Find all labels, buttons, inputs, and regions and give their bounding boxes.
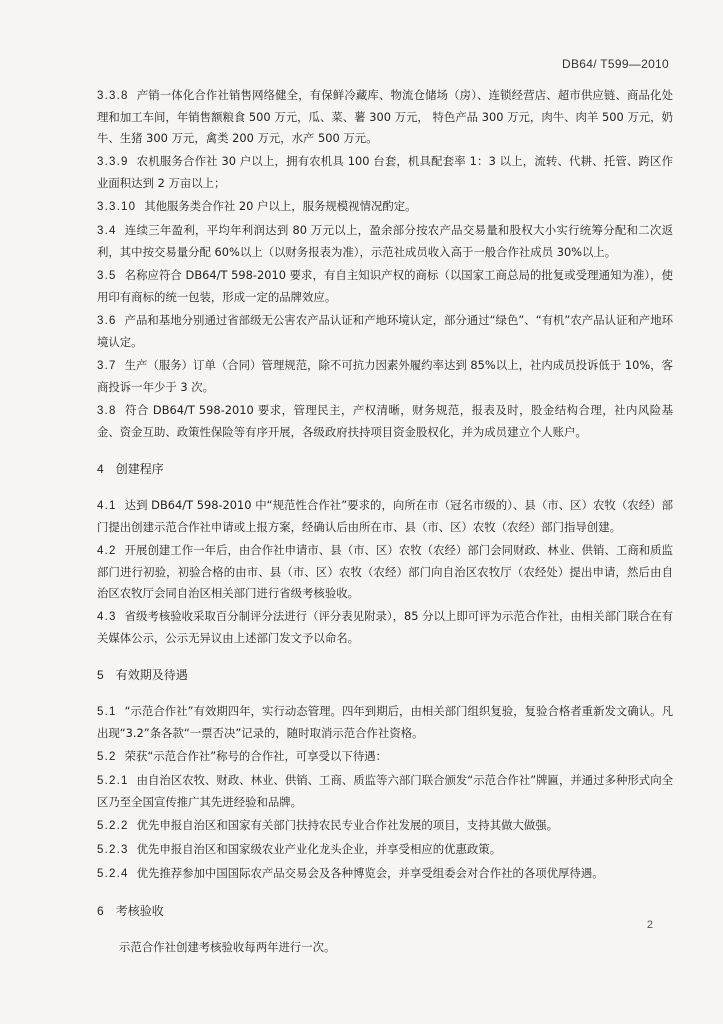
clause-text: 优先推荐参加中国国际农产品交易会及各种博览会，并享受组委会对合作社的各项优厚待遇。 bbox=[136, 866, 604, 880]
clause-paragraph bbox=[97, 839, 673, 861]
clause-number: 4.2 bbox=[97, 545, 117, 557]
document-id: DB64/ T599—2010 bbox=[561, 57, 669, 71]
clause-number: 5.2.4 bbox=[97, 868, 129, 880]
clause-paragraph bbox=[97, 310, 673, 353]
clause-paragraph bbox=[97, 85, 673, 149]
clause-list-4 bbox=[97, 495, 673, 649]
section-heading-5: 5 有效期及待遇 bbox=[97, 668, 188, 682]
document-body bbox=[97, 85, 673, 960]
clause-text: 优先申报自治区和国家级农业产业化龙头企业，并享受相应的优惠政策。 bbox=[136, 842, 502, 856]
clause-text: 名称应符合 DB64/T 598-2010 要求，有自主知识产权的商标（以国家工商总局的批复或受理通知为准），使用印有商标的统一包装，形成一定的品牌效应。 bbox=[97, 268, 673, 304]
clause-number: 3.7 bbox=[97, 360, 117, 372]
clause-paragraph bbox=[97, 746, 673, 768]
clause-text: 连续三年盈利，平均年利润达到 80 万元以上，盈余部分按农产品交易量和股权大小实行统筹分配和二次返利，其中按交易量分配 60%以上（以财务报表为准），示范社成员收入高于一般合作社成员 30%以上。 bbox=[97, 223, 673, 259]
clause-number: 3.4 bbox=[97, 225, 117, 237]
clause-paragraph bbox=[97, 220, 673, 263]
clause-number: 3.6 bbox=[97, 315, 117, 327]
clause-number: 5.2.1 bbox=[97, 775, 129, 787]
clause-text: 生产（服务）订单（合同）管理规范，除不可抗力因素外履约率达到 85%以上，社内成员投诉低于 10%，客商投诉一年少于 3 次。 bbox=[97, 358, 673, 394]
clause-paragraph bbox=[97, 151, 673, 194]
clause-paragraph bbox=[97, 770, 673, 813]
page-number: 2 bbox=[646, 919, 653, 931]
clause-paragraph bbox=[97, 400, 673, 443]
clause-paragraph bbox=[97, 815, 673, 837]
clause-paragraph bbox=[97, 606, 673, 649]
clause-list-3 bbox=[97, 85, 673, 443]
clause-number: 3.5 bbox=[97, 270, 117, 282]
clause-paragraph bbox=[97, 495, 673, 538]
clause-number: 5.2.2 bbox=[97, 820, 129, 832]
clause-text: 符合 DB64/T 598-2010 要求，管理民主，产权清晰，财务规范，报表及时，股金结构合理，社内风险基金、资金互助、政策性保险等有序开展，各级政府扶持项目资金股权化，并为成员建立个人账户。 bbox=[97, 403, 673, 439]
clause-text: 省级考核验收采取百分制评分法进行（评分表见附录），85 分以上即可评为示范合作社，由相关部门联合在有关媒体公示，公示无异议由上述部门发文予以命名。 bbox=[97, 609, 673, 645]
clause-text: 其他服务类合作社 20 户以上，服务规模视情况酌定。 bbox=[144, 199, 417, 213]
clause-paragraph bbox=[97, 863, 673, 885]
clause-text: 产品和基地分别通过省部级无公害农产品认证和产地环境认定，部分通过“绿色”、“有机”农产品认证和产地环境认定。 bbox=[97, 313, 673, 349]
clause-number: 3.3.10 bbox=[97, 201, 137, 213]
clause-number: 5.1 bbox=[97, 706, 117, 718]
clause-text: 产销一体化合作社销售网络健全，有保鲜冷藏库、物流仓储场（房）、连锁经营店、超市供应链、商品化处理和加工车间，年销售额粮食 500 万元，瓜、菜、薯 300 万元， 特色产品 300 万元，肉牛、肉羊 500 万元，奶牛、生猪 300 万元，禽类 200 万元，水产 500 万元。 bbox=[97, 88, 673, 145]
clause-text: 优先申报自治区和国家有关部门扶持农民专业合作社发展的项目，支持其做大做强。 bbox=[136, 818, 559, 832]
section-heading-6: 6 考核验收 bbox=[97, 904, 164, 918]
clause-paragraph bbox=[97, 265, 673, 308]
section-heading-4: 4 创建程序 bbox=[97, 462, 164, 476]
section-6-text: 示范合作社创建考核验收每两年进行一次。 bbox=[119, 940, 336, 954]
clause-number: 5.2 bbox=[97, 751, 117, 763]
clause-list-5 bbox=[97, 701, 673, 885]
clause-number: 3.3.8 bbox=[97, 90, 129, 102]
clause-text: 开展创建工作一年后，由合作社申请市、县（市、区）农牧（农经）部门会同财政、林业、供销、工商和质监部门进行初验，初验合格的由市、县（市、区）农牧（农经）部门向自治区农牧厅（农经处）提出申请，然后由自治区农牧厅会同自治区相关部门进行省级考核验收。 bbox=[97, 543, 673, 600]
clause-number: 4.3 bbox=[97, 611, 117, 623]
clause-text: 由自治区农牧、财政、林业、供销、工商、质监等六部门联合颁发“示范合作社”牌匾，并通过多种形式向全区乃至全国宣传推广其先进经验和品牌。 bbox=[97, 773, 673, 809]
clause-text: 荣获“示范合作社”称号的合作社，可享受以下待遇： bbox=[124, 749, 387, 763]
clause-number: 4.1 bbox=[97, 500, 117, 512]
clause-number: 3.8 bbox=[97, 405, 117, 417]
clause-paragraph bbox=[97, 196, 673, 218]
clause-paragraph bbox=[97, 701, 673, 744]
clause-paragraph bbox=[97, 355, 673, 398]
clause-text: 达到 DB64/T 598-2010 中“规范性合作社”要求的，向所在市（冠名市级的）、县（市、区）农牧（农经）部门提出创建示范合作社申请或上报方案，经确认后由所在市、县（市、区）农牧（农经）部门指导创建。 bbox=[97, 498, 673, 534]
clause-number: 5.2.3 bbox=[97, 844, 129, 856]
clause-text: 农机服务合作社 30 户以上，拥有农机具 100 台套，机具配套率 1：3 以上，流转、代耕、托管、跨区作业面积达到 2 万亩以上； bbox=[97, 154, 673, 190]
clause-text: “示范合作社”有效期四年，实行动态管理。四年到期后，由相关部门组织复验，复验合格者重新发文确认。凡出现“3.2”条各款“一票否决”记录的，随时取消示范合作社资格。 bbox=[97, 704, 673, 740]
clause-number: 3.3.9 bbox=[97, 156, 129, 168]
clause-paragraph bbox=[97, 540, 673, 604]
